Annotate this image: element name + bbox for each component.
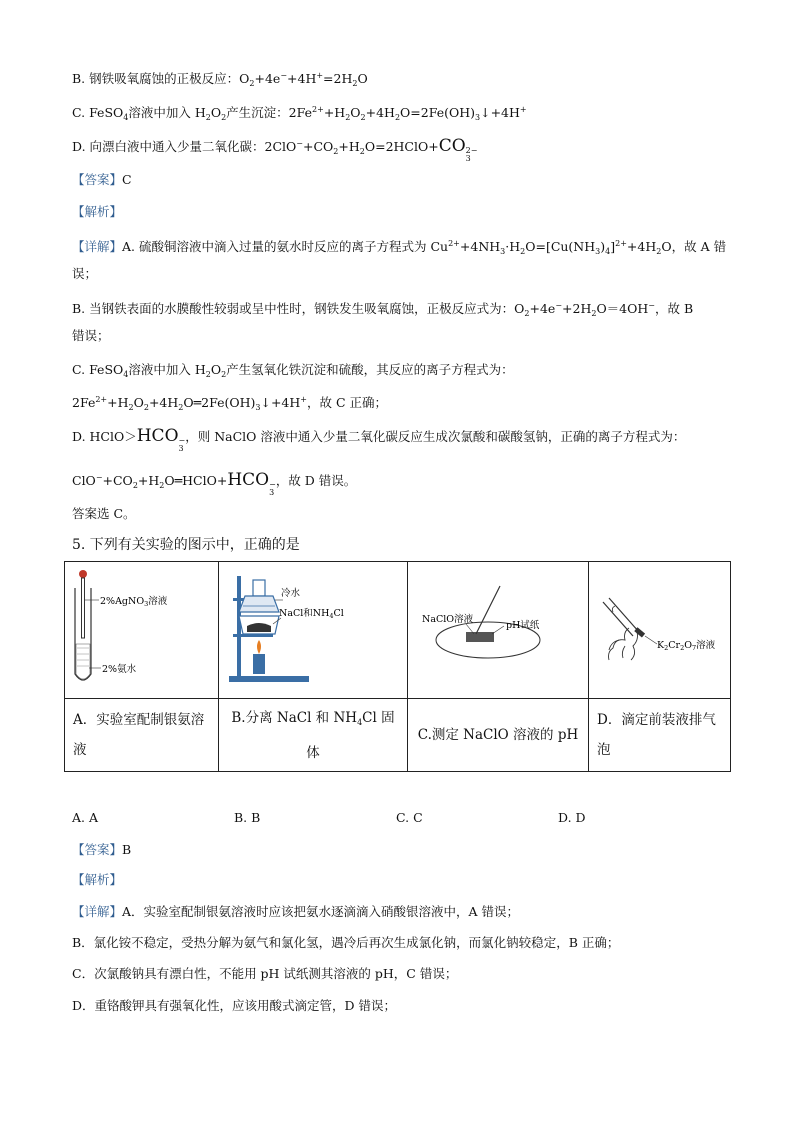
detail-label: 【详解】 [72,239,123,254]
q4-select [72,506,136,522]
text: +4H [287,71,317,86]
text: +4e [529,301,556,316]
experiment-table [64,561,731,772]
detail-label: 【详解】 [72,904,123,919]
sub: 2 [143,403,149,412]
bicarbonate-formula: HCO [136,426,179,446]
stand-rod [237,576,241,676]
sup: − [280,71,288,80]
label-solid: NaCl和$NH_4Cl$ [279,608,344,620]
text: ) [600,239,606,254]
text: O [210,105,222,120]
q4-option-d [72,136,477,163]
choice-d: D. D [558,810,586,825]
q4-option-b [72,68,368,92]
flame [257,640,261,654]
text: O，故 A 错 [661,239,727,254]
sub: 2 [205,113,211,122]
sub: 2 [333,147,339,156]
sup: + [300,395,307,404]
sup: − [178,436,186,445]
sup: − [269,480,276,489]
text: ↓+4H [480,105,520,120]
text: +4H [365,105,395,120]
sub: 2 [205,370,211,379]
label-cold-water: 冷水 [281,588,301,599]
sub: 2 [128,403,134,412]
q5-stem: 5. 下列有关实验的图示中，正确的是 [72,537,300,553]
sub: 2 [656,247,662,256]
sub: 2 [345,113,351,122]
figure-d-cell [589,562,731,699]
choice-b: B. B [234,810,261,825]
text: 误； [72,266,98,281]
burner [253,654,265,674]
sub: 3 [500,247,506,256]
liquid [76,644,90,679]
label-ph-paper: pH试纸 [506,620,540,631]
label-agno3: 2%AgNO$_3$溶液 [100,596,168,608]
text: C. FeSO [72,362,124,377]
text: +CO [102,473,133,488]
cold-flask [239,596,279,612]
sup: 2+ [448,239,460,248]
sub: 2 [520,247,526,256]
sub: 3 [465,154,471,163]
sub: 2 [359,147,365,156]
text: O [210,362,222,377]
ph-paper [466,632,494,642]
text: 溶液中加入 H [128,362,206,377]
analysis-label: 【解析】 [72,204,123,219]
q4-analysis [72,204,122,220]
text: O=2Fe(OH) [400,105,476,120]
sub: 2 [132,481,138,490]
text: O=[Cu(NH [525,239,596,254]
sub: 4 [123,370,129,379]
sub: 2 [591,309,597,318]
dropper-tube [82,578,85,638]
q5-answer [72,842,131,858]
sub: 2 [360,113,366,122]
text: +4NH [459,239,501,254]
text: ，故 B [655,301,694,316]
text: +2H [562,301,592,316]
burette-figure [589,562,729,694]
sup: − [95,473,103,482]
text: =2H [323,71,353,86]
text: ·H [505,239,521,254]
text: O [357,71,368,86]
ph-test-figure [408,562,587,694]
text: ClO [72,473,96,488]
sup: 2+ [95,395,108,404]
text: ] [610,239,616,254]
text: +4H [148,395,179,410]
q4-detail-c [72,362,514,383]
text: ，则 NaClO 溶液中通入少量二氧化碳反应生成次氯酸和碳酸氢钠，正确的离子方程式为： [185,429,686,444]
text: O=2HClO+ [364,139,439,154]
sub: 2 [178,403,184,412]
q5-analysis [72,872,122,888]
sup: − [296,139,303,148]
sub: 4 [605,247,611,256]
bicarbonate-indices [269,481,276,497]
q4-answer [72,172,132,188]
text: +CO [303,139,334,154]
sup: 2+ [615,239,627,248]
answer-value: B [122,842,132,857]
sublimation-apparatus-figure [219,562,406,694]
label-naclo: NaClO溶液 [422,614,474,625]
q5-detail-b: B．氯化铵不稳定，受热分解为氨气和氯化氢，遇冷后再次生成氯化钠，而氯化钠较稳定，B 正确； [72,935,620,950]
text: D. HClO＞ [72,429,137,444]
sub: 3 [595,247,601,256]
sub: 2 [159,481,165,490]
caption-d: D．滴定前装液排气泡 [589,699,731,772]
dropper-bulb [79,570,87,578]
text: +H [338,139,360,154]
q4-detail-a-cont [72,266,97,282]
sub: 2 [249,79,255,88]
caption-a: A．实验室配制银氨溶液 [65,699,219,772]
sub: 2 [221,370,227,379]
text: +4H [626,239,657,254]
q4-detail-c-equation [72,392,387,416]
bicarbonate-formula: HCO [227,470,270,490]
q5-detail-c: C．次氯酸钠具有漂白性，不能用 pH 试纸测其溶液的 pH，C 错误； [72,966,458,981]
text: C. FeSO [72,105,124,120]
hand [609,628,638,660]
figure-c-cell [408,562,589,699]
carbonate-formula: CO [438,136,466,156]
choice-a: A. A [72,810,99,825]
sup: + [316,71,324,80]
q4-detail-a [72,236,726,260]
burette-tube [603,602,633,636]
sup: + [519,105,527,114]
sub: 3 [269,488,275,497]
sup: 2− [465,146,478,155]
q4-detail-d-equation [72,470,356,497]
q4-detail-d [72,428,685,453]
answer-value: C [122,172,132,187]
text: 产生氢氧化铁沉淀和硫酸，其反应的离子方程式为： [226,362,514,377]
text: ，故 C 正确； [307,395,388,410]
text: ，故 D 错误。 [275,473,357,488]
figure-b-cell [219,562,408,699]
sub: 2 [352,79,358,88]
sup: − [648,301,655,310]
sub: 2 [524,309,530,318]
q4-detail-b [72,298,693,322]
q5-detail-a [72,904,519,920]
text: Cl 固体 [306,709,395,761]
answer-label: 【答案】 [72,842,123,857]
text: 溶液中加入 H [128,105,206,120]
text: B. 钢铁吸氧腐蚀的正极反应：O [72,71,250,86]
text: O [350,105,361,120]
text: 答案选 C。 [72,506,136,521]
text: O═2Fe(OH) [183,395,256,410]
q5-detail-d: D．重铬酸钾具有强氧化性，应该用酸式滴定管，D 错误； [72,998,397,1013]
text: 错误； [72,328,110,343]
text: +H [137,473,160,488]
carbonate-indices [466,147,478,163]
text: 产生沉淀：2Fe [226,105,313,120]
sub: 3 [178,444,184,453]
sub: 4 [357,717,363,727]
sup: 2+ [312,105,324,114]
text: A. 硫酸铜溶液中滴入过量的氨水时反应的离子方程式为 Cu [122,239,449,254]
text: 2Fe [72,395,96,410]
sub: 2 [394,113,401,122]
text: D. 向漂白液中通入少量二氧化碳：2ClO [72,139,297,154]
text: O═HClO+ [164,473,228,488]
caption-b [219,699,408,772]
stand-base [229,676,309,682]
answer-label: 【答案】 [72,172,123,187]
text: B. 当钢铁表面的水膜酸性较弱或呈中性时，钢铁发生吸氧腐蚀，正极反应式为：O [72,301,525,316]
sub: 3 [255,403,261,412]
figure-a-cell [65,562,219,699]
sub: 2 [221,113,227,122]
text: B.分离 NaCl 和 NH [231,709,358,726]
text: +4e [254,71,281,86]
q4-detail-b-cont [72,328,110,344]
sub: 4 [123,113,129,122]
test-tube-figure [65,562,217,694]
analysis-label: 【解析】 [72,872,123,887]
sub: 3 [475,113,481,122]
label-dichromate: $K_2Cr_2O_7$溶液 [657,640,716,652]
q4-option-c [72,102,527,126]
text: +H [323,105,346,120]
text: +H [107,395,129,410]
sup: − [555,301,563,310]
text: A．实验室配制银氨溶液时应该把氨水逐滴滴入硝酸银溶液中，A 错误； [122,904,520,919]
text: O [133,395,144,410]
choice-c: C. C [396,810,423,825]
caption-c: C.测定 NaClO 溶液的 pH [408,699,589,772]
glass-rod [476,586,500,634]
text: O＝4OH [596,301,649,316]
text: ↓+4H [260,395,301,410]
label-ammonia: 2%氨水 [102,664,137,675]
